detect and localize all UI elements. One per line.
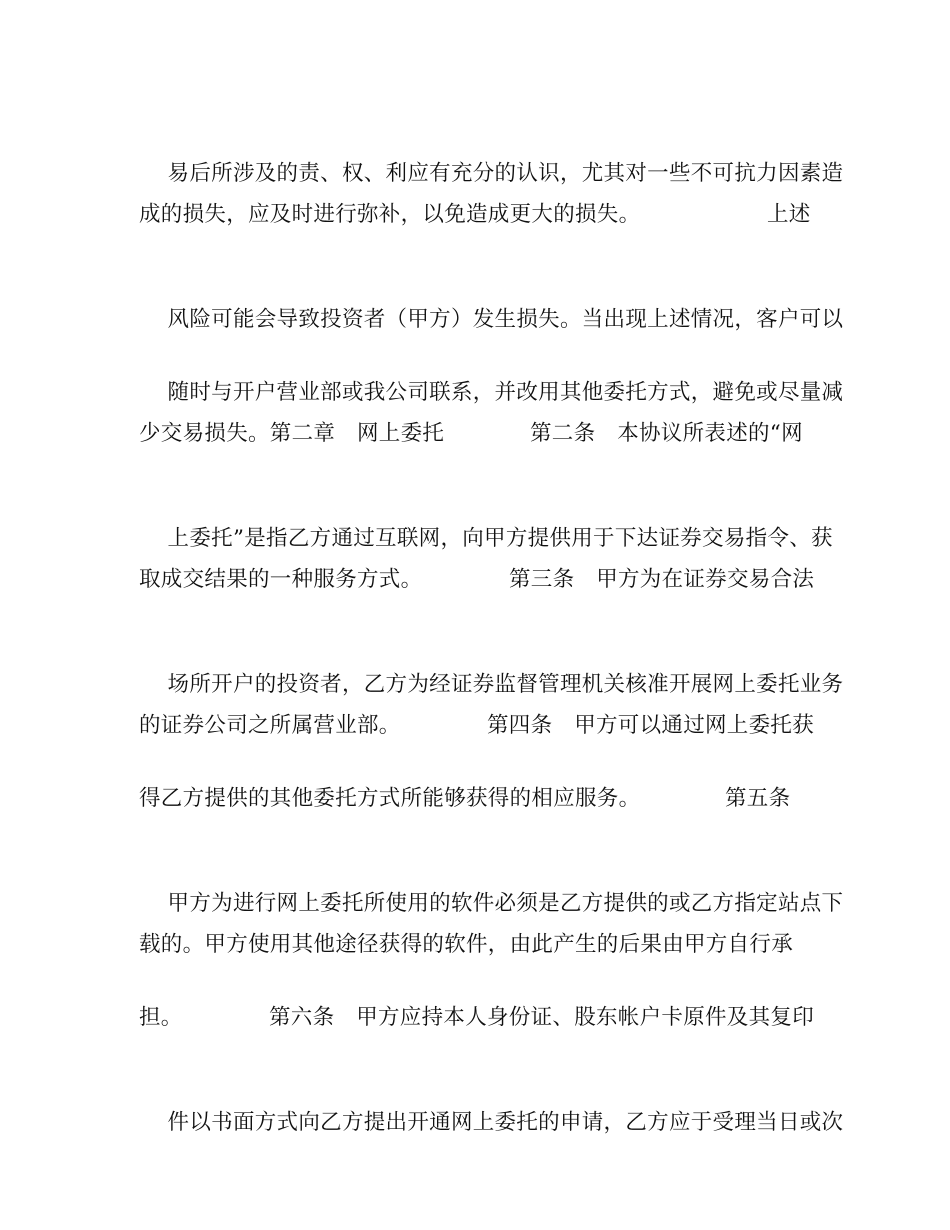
text-line — [139, 1075, 844, 1135]
text-segment: 成的损失，应及时进行弥补，以免造成更大的损失。 — [139, 202, 641, 227]
text-segment: 第三条 甲方为在证券交易合法 — [509, 567, 815, 592]
text-segment: 第六条 甲方应持本人身份证、股东帐户卡原件及其复印 — [269, 1005, 815, 1030]
text-segment: 取成交结果的一种服务方式。 — [139, 567, 423, 592]
text-segment: 的证券公司之所属营业部。 — [139, 713, 401, 738]
text-line — [139, 418, 812, 450]
text-line — [139, 199, 812, 231]
text-line — [139, 1002, 815, 1034]
text-line — [139, 856, 844, 916]
text-segment: 风险可能会导致投资者（甲方）发生损失。当出现上述情况，客户可以 — [167, 307, 844, 332]
text-line — [139, 710, 815, 742]
text-segment: 随时与开户营业部或我公司联系，并改用其他委托方式，避免或尽量减 — [167, 380, 844, 405]
text-segment: 场所开户的投资者，乙方为经证券监督管理机关核准开展网上委托业务 — [167, 672, 844, 697]
text-segment: 得乙方提供的其他委托方式所能够获得的相应服务。 — [139, 786, 641, 811]
text-segment: 担。 — [139, 1005, 183, 1030]
text-line — [139, 345, 844, 405]
text-line — [139, 929, 812, 961]
text-line — [139, 564, 815, 596]
text-segment: 第五条 — [725, 786, 791, 811]
text-line — [139, 637, 844, 697]
text-segment: 第二条 本协议所表述的“网 — [530, 421, 803, 446]
text-segment: 易后所涉及的责、权、利应有充分的认识，尤其对一些不可抗力因素造 — [167, 161, 844, 186]
text-line — [139, 491, 833, 551]
text-segment: 第四条 甲方可以通过网上委托获 — [487, 713, 815, 738]
text-segment: 甲方为进行网上委托所使用的软件必须是乙方提供的或乙方指定站点下 — [167, 891, 844, 916]
text-line — [139, 783, 812, 815]
text-segment: 上述 — [767, 202, 811, 227]
text-segment: 件以书面方式向乙方提出开通网上委托的申请，乙方应于受理当日或次 — [167, 1110, 844, 1135]
text-line — [139, 126, 844, 186]
text-segment: 上委托”是指乙方通过互联网，向甲方提供用于下达证券交易指令、获 — [167, 526, 833, 551]
text-segment: 少交易损失。第二章 网上委托 — [139, 421, 445, 446]
text-line — [139, 272, 844, 332]
text-segment: 载的。甲方使用其他途径获得的软件，由此产生的后果由甲方自行承 — [139, 932, 794, 957]
